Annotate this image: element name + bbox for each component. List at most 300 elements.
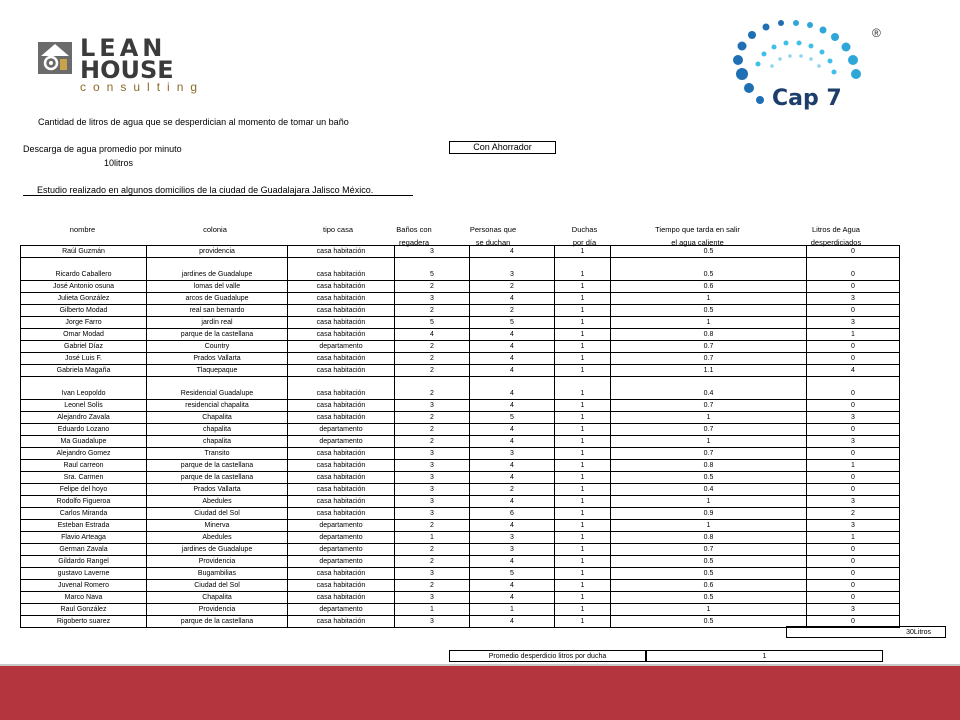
table-cell: Transito — [147, 448, 288, 460]
table-cell: Ma Guadalupe — [21, 436, 147, 448]
table-cell: 1 — [395, 604, 470, 616]
table-cell: 1 — [555, 377, 611, 400]
table-cell: casa habitación — [288, 365, 395, 377]
table-cell: Residencial Guadalupe — [147, 377, 288, 400]
table-cell: 3 — [807, 604, 900, 616]
table-cell: 3 — [395, 472, 470, 484]
table-cell: 0 — [807, 556, 900, 568]
table-cell: 1 — [555, 544, 611, 556]
col-header-tipo: tipo casa — [322, 225, 354, 234]
table-cell: 2 — [470, 305, 555, 317]
table-cell: 2 — [395, 556, 470, 568]
table-cell: 4 — [470, 424, 555, 436]
table-cell: 0 — [807, 544, 900, 556]
table-cell: Alejandro Zavala — [21, 412, 147, 424]
table-cell: Ricardo Caballero — [21, 258, 147, 281]
table-cell: 2 — [395, 365, 470, 377]
table-cell: 1 — [555, 246, 611, 258]
table-cell: Raul carreon — [21, 460, 147, 472]
table-cell: 0.5 — [611, 246, 807, 258]
table-cell: 3 — [395, 568, 470, 580]
table-cell: 4 — [470, 353, 555, 365]
table-cell: 1 — [555, 400, 611, 412]
table-row — [21, 293, 900, 305]
table-cell: Abedules — [147, 532, 288, 544]
table-cell: Prados Vallarta — [147, 353, 288, 365]
table-cell: 4 — [470, 341, 555, 353]
table-cell: parque de la castellana — [147, 460, 288, 472]
table-cell: 1 — [555, 281, 611, 293]
table-cell: 1 — [555, 436, 611, 448]
table-cell: 3 — [470, 258, 555, 281]
table-cell: 3 — [395, 246, 470, 258]
table-cell: José Antonio osuna — [21, 281, 147, 293]
table-row — [21, 448, 900, 460]
table-cell: Providencia — [147, 604, 288, 616]
table-cell: 1 — [555, 604, 611, 616]
table-cell: casa habitación — [288, 484, 395, 496]
table-cell: 0.5 — [611, 556, 807, 568]
table-cell: 3 — [807, 293, 900, 305]
table-cell: 2 — [807, 508, 900, 520]
table-cell: casa habitación — [288, 508, 395, 520]
table-cell: 1 — [611, 317, 807, 329]
table-cell: 3 — [470, 544, 555, 556]
table-cell: Rigoberto suarez — [21, 616, 147, 628]
table-cell: 3 — [807, 496, 900, 508]
table-cell: 1 — [555, 448, 611, 460]
table-cell: 0 — [807, 580, 900, 592]
table-cell: 0 — [807, 341, 900, 353]
table-cell: 3 — [470, 448, 555, 460]
table-cell: 1 — [555, 508, 611, 520]
table-cell: Sra. Carmen — [21, 472, 147, 484]
table-cell: Prados Vallarta — [147, 484, 288, 496]
table-cell: 1 — [555, 341, 611, 353]
table-cell: 0.4 — [611, 484, 807, 496]
table-cell: 1 — [807, 460, 900, 472]
col-header-litros-l2: desperdiciados — [810, 238, 862, 247]
table-cell: 1 — [611, 436, 807, 448]
table-cell: 3 — [807, 412, 900, 424]
table-cell: 1 — [555, 580, 611, 592]
table-cell: Chapalita — [147, 412, 288, 424]
table-row — [21, 472, 900, 484]
table-cell: 0 — [807, 400, 900, 412]
table-cell: Marco Nava — [21, 592, 147, 604]
table-cell: 5 — [395, 317, 470, 329]
table-row — [21, 353, 900, 365]
table-cell: 0 — [807, 424, 900, 436]
table-cell: Bugambilias — [147, 568, 288, 580]
table-cell: Omar Modad — [21, 329, 147, 341]
table-cell: 1 — [555, 353, 611, 365]
col-header-nombre: nombre — [69, 225, 96, 234]
table-cell: 3 — [395, 460, 470, 472]
table-row — [21, 258, 900, 281]
table-cell: 1 — [611, 293, 807, 305]
table-row — [21, 436, 900, 448]
table-cell: 4 — [470, 496, 555, 508]
table-cell: Esteban Estrada — [21, 520, 147, 532]
table-cell: 0 — [807, 616, 900, 628]
table-cell: casa habitación — [288, 258, 395, 281]
table-row — [21, 496, 900, 508]
table-cell: 3 — [807, 520, 900, 532]
table-cell: 1 — [555, 472, 611, 484]
table-cell: Raul González — [21, 604, 147, 616]
table-row — [21, 424, 900, 436]
table-cell: 4 — [470, 293, 555, 305]
table-cell: 0 — [807, 258, 900, 281]
table-cell: Ciudad del Sol — [147, 580, 288, 592]
table-row — [21, 460, 900, 472]
table-cell: 4 — [395, 329, 470, 341]
table-cell: casa habitación — [288, 329, 395, 341]
table-cell: Gabriela Magaña — [21, 365, 147, 377]
table-cell: jardines de Guadalupe — [147, 258, 288, 281]
table-cell: residencial chapalita — [147, 400, 288, 412]
discharge-label: Descarga de agua promedio por minuto — [23, 144, 182, 154]
table-cell: 1 — [611, 496, 807, 508]
table-cell: Flavio Arteaga — [21, 532, 147, 544]
table-cell: 0 — [807, 305, 900, 317]
table-cell: 1 — [555, 317, 611, 329]
table-cell: jardines de Guadalupe — [147, 544, 288, 556]
table-cell: 1 — [555, 305, 611, 317]
table-row — [21, 317, 900, 329]
table-cell: gustavo Laverne — [21, 568, 147, 580]
table-cell: Eduardo Lozano — [21, 424, 147, 436]
table-cell: 0.5 — [611, 616, 807, 628]
study-note: Estudio realizado en algunos domicilios de la ciudad de Guadalajara Jalisco México. — [23, 185, 413, 196]
table-cell: 5 — [470, 412, 555, 424]
table-cell: 0.5 — [611, 258, 807, 281]
table-cell: 0 — [807, 592, 900, 604]
table-row — [21, 544, 900, 556]
total-liters: 30Litros — [786, 626, 946, 638]
col-header-personas-l1: Personas que — [469, 225, 517, 234]
table-row — [21, 520, 900, 532]
table-cell: 0 — [807, 377, 900, 400]
table-cell: casa habitación — [288, 568, 395, 580]
table-cell: 0.7 — [611, 353, 807, 365]
table-cell: Raúl Guzmán — [21, 246, 147, 258]
table-cell: 5 — [395, 258, 470, 281]
table-row — [21, 400, 900, 412]
table-cell: 3 — [395, 448, 470, 460]
table-cell: 1 — [555, 460, 611, 472]
table-cell: 0.7 — [611, 448, 807, 460]
col-header-colonia: colonia — [203, 225, 227, 234]
table-row — [21, 377, 900, 400]
table-cell: 1 — [555, 329, 611, 341]
table-cell: 0.8 — [611, 329, 807, 341]
table-cell: 3 — [395, 293, 470, 305]
table-cell: casa habitación — [288, 400, 395, 412]
table-cell: departamento — [288, 532, 395, 544]
table-row — [21, 412, 900, 424]
table-cell: casa habitación — [288, 496, 395, 508]
table-row — [21, 329, 900, 341]
table-cell: 0.5 — [611, 472, 807, 484]
table-row — [21, 246, 900, 258]
table-row — [21, 532, 900, 544]
table-cell: Jorge Farro — [21, 317, 147, 329]
col-header-banos-l2: regadera — [398, 238, 430, 247]
table-cell: casa habitación — [288, 472, 395, 484]
table-cell: 4 — [470, 365, 555, 377]
table-cell: parque de la castellana — [147, 616, 288, 628]
col-header-litros-l1: Litros de Agua — [812, 225, 860, 234]
table-cell: Juvenal Romero — [21, 580, 147, 592]
table-cell: 0.5 — [611, 305, 807, 317]
table-cell: 4 — [470, 460, 555, 472]
logo-word-house: HOUSE — [80, 56, 174, 84]
table-cell: 2 — [395, 580, 470, 592]
table-cell: José Luis F. — [21, 353, 147, 365]
table-cell: jardín real — [147, 317, 288, 329]
table-cell: casa habitación — [288, 377, 395, 400]
table-cell: 1 — [470, 604, 555, 616]
table-cell: Gildardo Rangel — [21, 556, 147, 568]
table-cell: casa habitación — [288, 448, 395, 460]
table-cell: 1 — [555, 568, 611, 580]
table-cell: 0.6 — [611, 281, 807, 293]
table-cell: 3 — [395, 592, 470, 604]
table-cell: 0.8 — [611, 532, 807, 544]
table-cell: 3 — [395, 496, 470, 508]
table-cell: 3 — [807, 317, 900, 329]
table-cell: 3 — [395, 508, 470, 520]
table-cell: 1 — [555, 556, 611, 568]
table-cell: 1 — [611, 412, 807, 424]
table-cell: 3 — [395, 484, 470, 496]
table-cell: casa habitación — [288, 281, 395, 293]
table-cell: 4 — [470, 329, 555, 341]
table-cell: 1 — [555, 484, 611, 496]
table-cell: Minerva — [147, 520, 288, 532]
col-header-tiempo-l1: Tiempo que tarda en salir — [655, 225, 740, 234]
table-cell: 5 — [470, 568, 555, 580]
table-cell: 0.7 — [611, 400, 807, 412]
table-cell: 2 — [395, 520, 470, 532]
table-cell: 1 — [555, 293, 611, 305]
table-cell: casa habitación — [288, 293, 395, 305]
table-cell: 2 — [395, 341, 470, 353]
table-cell: 4 — [470, 520, 555, 532]
table-cell: 1 — [555, 365, 611, 377]
avg-label: Promedio desperdicio litros por ducha — [449, 650, 646, 662]
table-cell: 1 — [555, 424, 611, 436]
table-cell: casa habitación — [288, 616, 395, 628]
table-cell: 2 — [470, 484, 555, 496]
table-cell: 5 — [470, 317, 555, 329]
table-cell: 4 — [470, 580, 555, 592]
table-cell: Ciudad del Sol — [147, 508, 288, 520]
table-cell: 0 — [807, 281, 900, 293]
table-cell: casa habitación — [288, 592, 395, 604]
table-cell: Julieta González — [21, 293, 147, 305]
table-cell: chapalita — [147, 436, 288, 448]
table-cell: casa habitación — [288, 412, 395, 424]
table-cell: Alejandro Gomez — [21, 448, 147, 460]
table-cell: 0 — [807, 448, 900, 460]
table-cell: Gilberto Modad — [21, 305, 147, 317]
table-cell: 0.8 — [611, 460, 807, 472]
table-cell: parque de la castellana — [147, 472, 288, 484]
table-cell: Rodolfo Figueroa — [21, 496, 147, 508]
table-cell: casa habitación — [288, 317, 395, 329]
table-cell: Providencia — [147, 556, 288, 568]
col-header-duchas-l2: por día — [572, 238, 597, 247]
table-cell: 0.6 — [611, 580, 807, 592]
table-row — [21, 568, 900, 580]
table-row — [21, 341, 900, 353]
table-cell: departamento — [288, 604, 395, 616]
table-cell: 4 — [807, 365, 900, 377]
registered-mark: ® — [872, 26, 881, 40]
table-cell: Leonel Solís — [21, 400, 147, 412]
table-cell: Country — [147, 341, 288, 353]
table-row — [21, 305, 900, 317]
table-cell: 3 — [807, 436, 900, 448]
table-cell: 2 — [395, 424, 470, 436]
col-header-duchas-l1: Duchas — [571, 225, 598, 234]
table-cell: German Zavala — [21, 544, 147, 556]
saver-box: Con Ahorrador — [449, 141, 556, 154]
table-cell: 2 — [395, 305, 470, 317]
table-cell: Carlos Miranda — [21, 508, 147, 520]
table-cell: 2 — [395, 377, 470, 400]
table-row — [21, 365, 900, 377]
table-cell: 0 — [807, 353, 900, 365]
table-cell: lomas del valle — [147, 281, 288, 293]
table-cell: 4 — [470, 400, 555, 412]
table-cell: Tlaquepaque — [147, 365, 288, 377]
table-cell: 2 — [395, 436, 470, 448]
table-cell: parque de la castellana — [147, 329, 288, 341]
table-cell: 0 — [807, 246, 900, 258]
table-cell: 4 — [470, 592, 555, 604]
table-row — [21, 556, 900, 568]
table-cell: 1 — [807, 532, 900, 544]
table-cell: 1 — [807, 329, 900, 341]
table-cell: providencia — [147, 246, 288, 258]
table-cell: departamento — [288, 424, 395, 436]
table-cell: Chapalita — [147, 592, 288, 604]
table-cell: casa habitación — [288, 246, 395, 258]
table-cell: 4 — [470, 616, 555, 628]
table-cell: 1 — [395, 532, 470, 544]
table-cell: Felipe del hoyo — [21, 484, 147, 496]
table-cell: 2 — [395, 281, 470, 293]
table-cell: 0.7 — [611, 341, 807, 353]
table-cell: 1.1 — [611, 365, 807, 377]
table-cell: Ivan Leopoldo — [21, 377, 147, 400]
table-cell: 1 — [555, 412, 611, 424]
table-cell: 4 — [470, 377, 555, 400]
table-cell: 0 — [807, 568, 900, 580]
col-header-banos-l1: Baños con — [396, 225, 432, 234]
table-cell: 0 — [807, 484, 900, 496]
table-row — [21, 592, 900, 604]
table-cell: 0.7 — [611, 424, 807, 436]
table-cell: 0.7 — [611, 544, 807, 556]
table-cell: 1 — [611, 520, 807, 532]
table-cell: 0.9 — [611, 508, 807, 520]
table-row — [21, 580, 900, 592]
table-cell: departamento — [288, 520, 395, 532]
table-cell: Abedules — [147, 496, 288, 508]
house-gear-icon — [36, 38, 74, 76]
table-cell: 1 — [555, 592, 611, 604]
table-cell: 3 — [470, 532, 555, 544]
table-cell: departamento — [288, 544, 395, 556]
footer-bar — [0, 666, 960, 720]
logo-word-consulting: consulting — [80, 80, 205, 94]
liters-value: 10litros — [104, 158, 134, 168]
table-cell: real san bernardo — [147, 305, 288, 317]
table-cell: casa habitación — [288, 580, 395, 592]
table-cell: departamento — [288, 341, 395, 353]
table-cell: 0.4 — [611, 377, 807, 400]
table-cell: 4 — [470, 472, 555, 484]
table-cell: Gabriel Díaz — [21, 341, 147, 353]
avg-value: 1 — [646, 650, 883, 662]
logo-word-lean: LEAN — [80, 34, 167, 62]
table-cell: 0.5 — [611, 592, 807, 604]
col-header-tiempo-l2: el agua caliente — [671, 238, 724, 247]
table-cell: chapalita — [147, 424, 288, 436]
cap7-logo — [724, 16, 894, 126]
table-cell: 1 — [555, 616, 611, 628]
cap7-title: Cap 7 — [772, 86, 842, 111]
table-cell: departamento — [288, 436, 395, 448]
table-cell: 4 — [470, 436, 555, 448]
table-cell: 0 — [807, 472, 900, 484]
table-cell: 1 — [555, 532, 611, 544]
table-cell: departamento — [288, 556, 395, 568]
table-cell: 1 — [555, 258, 611, 281]
page-heading: Cantidad de litros de agua que se desperdician al momento de tomar un baño — [38, 117, 349, 127]
table-row — [21, 604, 900, 616]
table-cell: casa habitación — [288, 305, 395, 317]
table-cell: casa habitación — [288, 353, 395, 365]
col-header-personas-l2: se duchan — [475, 238, 511, 247]
table-cell: 2 — [395, 544, 470, 556]
table-cell: 1 — [555, 496, 611, 508]
table-cell: 3 — [395, 400, 470, 412]
table-cell: 2 — [470, 281, 555, 293]
table-cell: arcos de Guadalupe — [147, 293, 288, 305]
table-cell: 2 — [395, 412, 470, 424]
table-row — [21, 484, 900, 496]
table-cell: 4 — [470, 246, 555, 258]
table-cell: 1 — [611, 604, 807, 616]
table-cell: 2 — [395, 353, 470, 365]
table-cell: 6 — [470, 508, 555, 520]
table-cell: 4 — [470, 556, 555, 568]
table-row — [21, 281, 900, 293]
table-cell: 0.5 — [611, 568, 807, 580]
table-cell: 3 — [395, 616, 470, 628]
table-cell: casa habitación — [288, 460, 395, 472]
table-row — [21, 616, 900, 628]
table-cell: 1 — [555, 520, 611, 532]
table-row — [21, 508, 900, 520]
lean-house-logo — [36, 34, 205, 98]
